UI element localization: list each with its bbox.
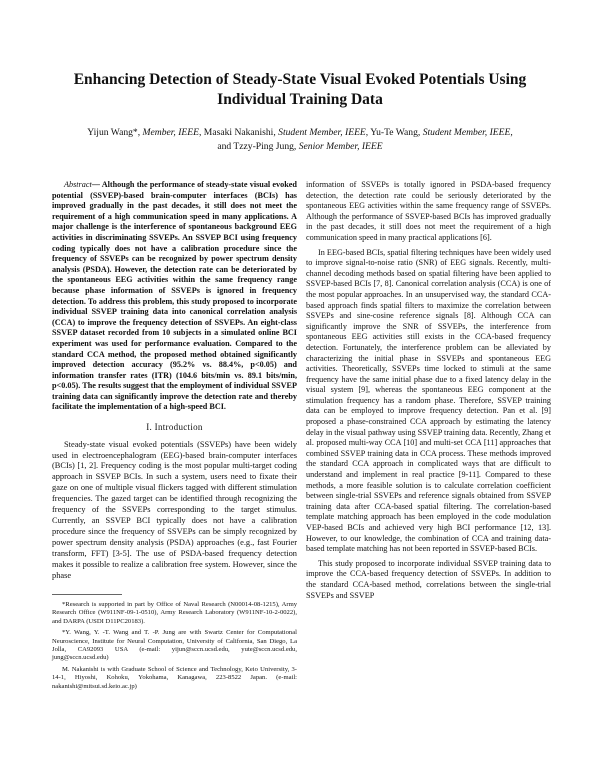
paragraph: This study proposed to incorporate individual SSVEP training data to improve the CCA-based frequency detection of SSVEPs. In addition to the standard CCA-based method, correlations between the single-trial SSVEPs and SSVEP — [306, 558, 551, 600]
right-column — [306, 180, 551, 605]
paragraph: information of SSVEPs is totally ignored in PSDA-based frequency detection, the detection rate could be seriously deteriorated by the spontaneous EEG activities within the same frequency range of SSVEPs. Although the performance of SSVEP-based BCIs has improved gradually in the past decades, it still does not meet the requirement of a high communication speed in many practical applications [6]. — [306, 180, 551, 242]
author-name: , Yu-Te Wang, — [365, 127, 423, 138]
footnote-rule — [52, 594, 122, 595]
author-separator: , — [510, 127, 513, 138]
author-role: Student Member, IEEE — [278, 127, 366, 138]
author-name: , Masaki Nakanishi, — [199, 127, 279, 138]
author-role: Member, IEEE — [142, 127, 199, 138]
paper-title: Enhancing Detection of Steady-State Visual Evoked Potentials Using Individual Training Data — [73, 71, 527, 108]
left-column — [52, 180, 297, 585]
introduction-body — [52, 440, 297, 582]
author-role: Student Member, IEEE — [422, 127, 511, 138]
abstract-text: Although the performance of steady-state visual evoked potential (SSVEP)-based brain-computer interfaces (BCIs) has improved gradually in the past decades, it still does not meet the requirement of a high communication speed in many applications. A major challenge is the interference of spontaneous background EEG activities in discriminating SSVEPs. An SSVEP BCI using frequency coding typically does not have a calibration procedure since the frequency of SSVEPs can be recognized by power spectrum density analysis (PSDA). However, the detection rate can be deteriorated by the spontaneous EEG activities within the same frequency range because phase information of SSVEPs is ignored in frequency detection. To address this problem, this study proposed to incorporate individual SSVEP training data into canonical correlation analysis (CCA) to improve the frequency detection of SSVEPs. An eight-class SSVEP dataset recorded from 10 subjects in a simulated online BCI experiment was used for performance evaluation. Compared to the standard CCA method, the proposed method obtained significantly improved detection accuracy (95.2% vs. 88.4%, p<0.05) and information transfer rates (ITR) (104.6 bits/min vs. 89.1 bits/min, p<0.05). The results suggest that the employment of individual SSVEP training data can significantly improve the detection rate and thereby facilitate the implementation of a high-speed BCI. — [52, 180, 297, 412]
author-line-2 — [40, 140, 560, 154]
footnote: *Research is supported in part by Office of Naval Research (N00014-08-1215), Army Research Office (W911NF-09-1-0510), Army Research Laboratory (W911NF-10-2-0022), and DARPA (USDI D11PC20183). — [52, 601, 297, 625]
footnote: *Y. Wang, Y. -T. Wang and T. -P. Jung are with Swartz Center for Computational Neuroscience, Institute for Neural Computation, University of California, San Diego, La Jolla, CA92093 USA (e-mail: yijun@sccn.ucsd.edu, yute@sccn.ucsd.edu, jung@sccn.ucsd.edu) — [52, 629, 297, 662]
footnotes — [52, 594, 297, 694]
paragraph: Steady-state visual evoked potentials (SSVEPs) have been widely used in electroencephalogram (EEG)-based brain-computer interfaces (BCIs) [1, 2]. Frequency coding is the most popular multi-target coding approach in SSVEP BCIs. In such a system, users need to fixate their gaze on one of multiple visual flickers tagged with different stimulation frequencies. The gazed target can be identified through recognizing the frequency of the SSVEPs corresponding to the target stimulus. Currently, an SSVEP BCI typically does not have a calibration procedure since the frequency of SSVEPs can be simply recognized by power spectrum density analysis (PSDA) approaches (e.g., fast Fourier transform, FFT) [3-5]. The use of PSDA-based frequency detection makes it possible to realize a calibration free system. However, since the phase — [52, 439, 297, 580]
abstract — [52, 180, 297, 413]
author-name: Yijun Wang*, — [87, 127, 143, 138]
author-role: Senior Member, IEEE — [298, 140, 383, 152]
author-line-1 — [40, 126, 560, 140]
paragraph: In EEG-based BCIs, spatial filtering techniques have been widely used to improve signal-to-noise ratio (SNR) of EEG signals. Recently, multi-channel decoding methods based on spatial filtering have been applied to SSVEP-based BCIs [7, 8]. Canonical correlation analysis (CCA) is one of the most popular approaches. In an unsupervised way, the standard CCA-based approach finds spatial filters to maximize the correlation between SSVEPs and sine-cosine reference signals [8]. Although CCA can significantly improve the SNR of SSVEPs, the interference from spontaneous EEG activities still exists in the CCA-based frequency detection. Fortunately, the interference problem can be alleviated by characterizing the initial phase in SSVEPs and spontaneous EEG activities. Theoretically, SSVEPs time locked to stimuli at the same frequency have the same initial phase due to a fixed latency delay in the visual system [9], whereas the spontaneous EEG component at the stimulation frequency has a random phase. Therefore, SSVEP training data can be employed to improve frequency detection. Pan et al. [9] proposed a phase-constrained CCA approach by estimating the latency delay in the visual pathway using SSVEP training data. Recently, Zhang et al. proposed multi-way CCA [10] and multi-set CCA [11] approaches that combined SSVEP training data in CCA process. These methods improved the standard CCA approach in complicated ways that are difficult to understand and implement in real practice [9-11]. Compared to these methods, a more feasible solution is to calculate correlation coefficient between single-trial SSVEPs and reference signals obtained from SSVEP training data after CCA-based spatial filtering. The correlation-based template matching approach has been employed in the code modulation VEP-based BCIs and achieved very high BCI performance [12, 13]. However, to our knowledge, the combination of CCA and training data-based template matching has not been reported in SSVEP-based BCIs. — [306, 247, 551, 554]
introduction-heading: I. Introduction — [146, 422, 203, 433]
abstract-dash: — — [91, 180, 102, 189]
author-list — [40, 126, 560, 153]
abstract-label: Abstract — [64, 180, 92, 189]
footnote: M. Nakanishi is with Graduate School of Science and Technology, Keio University, 3-14-1, Hiyoshi, Kohoku, Yokohama, Kanagawa, 223-8522 Japan. (e-mail: nakanishi@mitsui.sd.keio.ac.jp) — [52, 665, 297, 690]
author-name: and Tzzy-Ping Jung, — [217, 140, 299, 152]
